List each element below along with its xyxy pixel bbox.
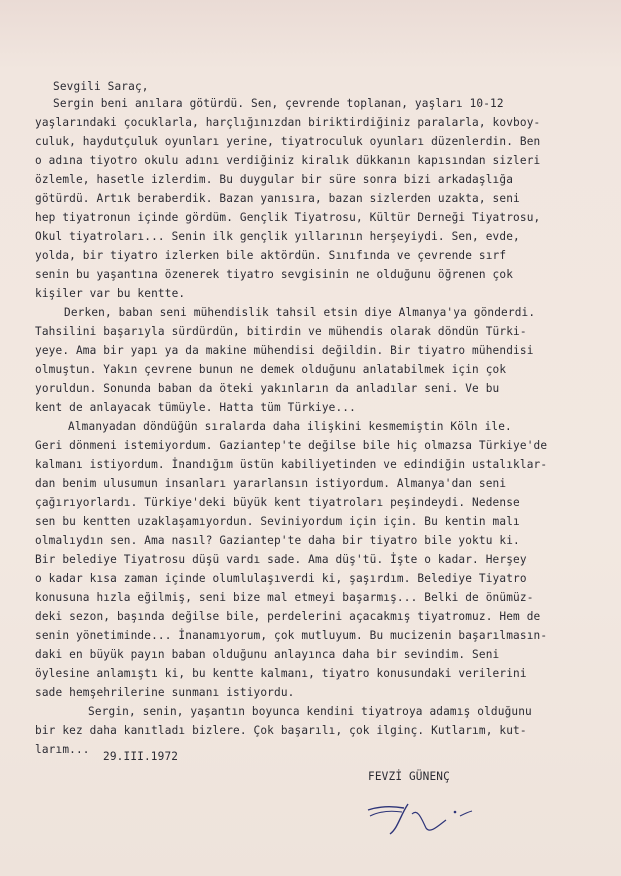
text-line: sade hemşehrilerine sunmanı istiyordu. [35, 686, 295, 699]
text-line: o kadar kısa zaman içinde olumlulaşıverdi ki, şaşırdım. Belediye Tiyatro [35, 572, 527, 585]
text-line: bir kez daha kanıtladı bizlere. Çok başarılı, çok ilginç. Kutlarım, kut- [35, 724, 527, 737]
text-line: yoruldun. Sonunda baban da öteki yakınların da anladılar seni. Ve bu [35, 382, 500, 395]
text-line: olmuştun. Yakın çevrene bunun ne demek olduğunu anlatabilmek için çok [35, 363, 507, 376]
text-line: hep tiyatronun içinde gördüm. Gençlik Tiyatrosu, Kültür Derneği Tiyatrosu, [35, 211, 541, 224]
text-line: Bir belediye Tiyatrosu düşü vardı sade. Ama düş'tü. İşte o kadar. Herşey [35, 553, 527, 566]
text-line: Tahsilini başarıyla sürdürdün, bitirdin ve mühendis olarak döndün Türki- [35, 325, 527, 338]
text-line: yaşlarındaki çocuklarla, harçlığınızdan biriktirdiğiniz paralarla, kovboy- [35, 116, 541, 129]
text-line: konusuna hızla eğilmiş, seni bize mal etmeyi başarmış... Belki de önümüz- [35, 591, 534, 604]
text-line: deki sezon, başında değilse bile, perdelerini açacakmış tiyatromuz. Hem de [35, 610, 541, 623]
text-line: o adına tiyotro okulu adını verdiğiniz kiralık dükkanın kapısından sizleri [35, 154, 541, 167]
text-line: kişiler var bu kentte. [35, 287, 186, 300]
text-line: kalmanı istiyordum. İnandığım üstün kabiliyetinden ve edindiğin ustalıklar- [35, 458, 548, 471]
text-line: özlemle, hasetle izlerdim. Bu duygular bir süre sonra bizi arkadaşlığa [35, 173, 514, 186]
text-line: kent de anlayacak tümüyle. Hatta tüm Türkiye... [35, 401, 356, 414]
text-line: götürdü. Artık beraberdik. Bazan yanısıra, bazan sizlerden uzakta, seni [35, 192, 520, 205]
text-line: Okul tiyatroları... Senin ilk gençlik yıllarının herşeyiydi. Sen, evde, [35, 230, 520, 243]
text-line: öylesine anlamıştı ki, bu kentte kalmanı, tiyatro konusundaki verilerini [35, 667, 527, 680]
text-line: senin yönetiminde... İnanamıyorum, çok mutluyum. Bu mucizenin başarılmasın- [35, 629, 548, 642]
text-line: senin bu yaşantına özenerek tiyatro sevgisinin ne olduğunu öğrenen çok [35, 268, 514, 281]
text-line: Almanyadan döndüğün sıralarda daha ilişkini kesmemiştin Köln ile. [68, 420, 512, 433]
letter-date: 29.III.1972 [103, 750, 179, 763]
text-line: daki en büyük payın baban olduğunu anlayınca daha bir sevindim. Seni [35, 648, 500, 661]
text-line: Sergin, senin, yaşantın boyunca kendini tiyatroya adamış olduğunu [88, 705, 532, 718]
text-line: olmalıydın sen. Ama nasıl? Gaziantep'te daha bir tiyatro bile yoktu ki. [35, 534, 520, 547]
text-line: Sergin beni anılara götürdü. Sen, çevrende toplanan, yaşları 10-12 [53, 97, 504, 110]
text-line: Derken, baban seni mühendislik tahsil etsin diye Almanya'ya gönderdi. [64, 306, 536, 319]
text-line: sen bu kentten uzaklaşamıyordun. Seviniyordum için için. Bu kentin malı [35, 515, 520, 528]
text-line: culuk, haydutçuluk oyunları yerine, tiyatroculuk oyunları düzenlerdin. Ben [35, 135, 541, 148]
text-line: çağırıyorlardı. Türkiye'deki büyük kent tiyatroları peşindeydi. Nedense [35, 496, 520, 509]
text-line: Geri dönmeni istemiyordum. Gaziantep'te değilse bile hiç olmazsa Türkiye'de [35, 439, 548, 452]
handwritten-signature [360, 790, 480, 840]
salutation: Sevgili Saraç, [53, 80, 149, 93]
text-line: dan benim ulusumun insanları yararlansın istiyordum. Almanya'dan seni [35, 477, 507, 490]
text-line: larım... [35, 743, 90, 756]
text-line: yeye. Ama bir yapı ya da makine mühendisi değildin. Bir tiyatro mühendisi [35, 344, 534, 357]
sender-name: FEVZİ GÜNENÇ [368, 770, 450, 783]
text-line: yolda, bir tiyatro izlerken bile aktördün. Sınıfında ve çevrende sırf [35, 249, 507, 262]
